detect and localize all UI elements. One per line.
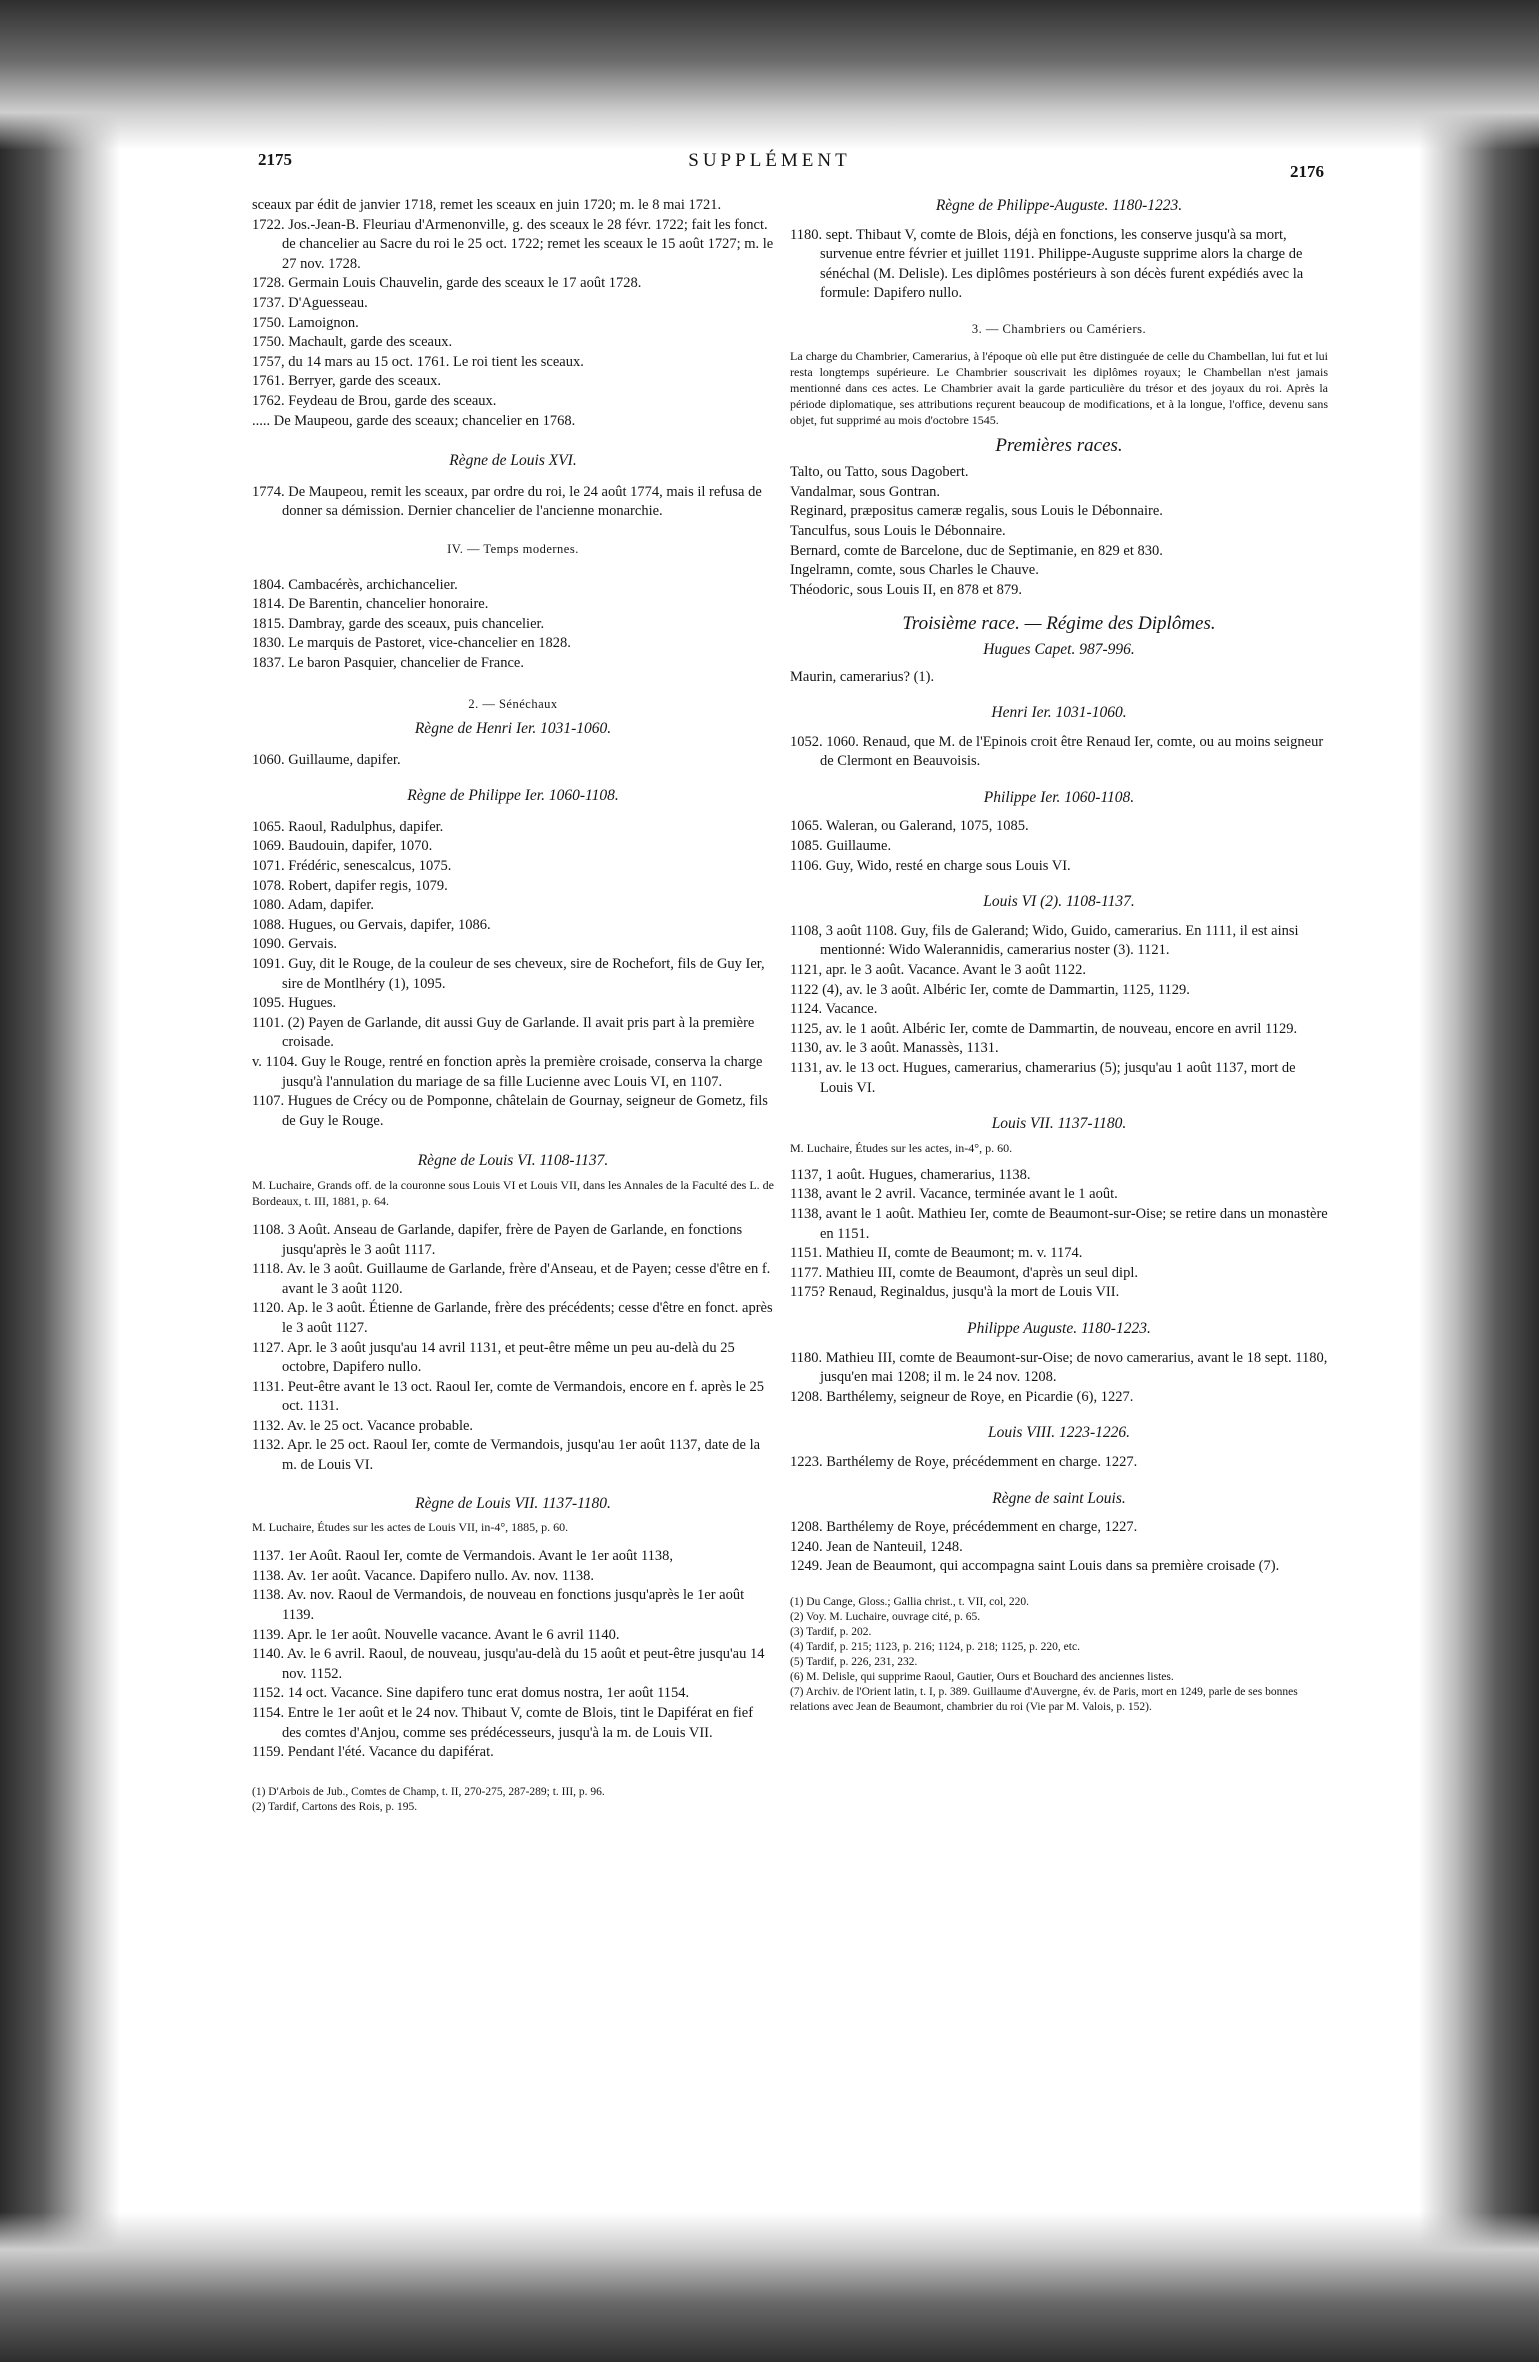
reign-heading-louis-vii: Règne de Louis VII. 1137-1180.	[415, 1494, 611, 1512]
reign-heading-louis-viii: Louis VIII. 1223-1226.	[987, 1424, 1131, 1442]
entry: 1069. Baudouin, dapifer, 1070.	[252, 838, 433, 855]
entry: 1138, avant le 2 avril. Vacance, terminée avant le 1 août.	[790, 1186, 1118, 1203]
reign-heading-henri-i: Règne de Henri Ier. 1031-1060.	[414, 720, 612, 738]
entry: 1240. Jean de Nanteuil, 1248.	[790, 1538, 963, 1555]
scan-edge-left	[0, 0, 120, 2362]
entry: 1151. Mathieu II, comte de Beaumont; m. v. 1174.	[790, 1245, 1083, 1262]
entry: Vandalmar, sous Gontran.	[790, 483, 941, 500]
entry: v. 1104. Guy le Rouge, rentré en fonction après la première croisade, conserva la charge jusqu'à l'annulation du mariage de sa fille Lucienne avec Louis VI, en 1107.	[252, 1053, 763, 1090]
entry: 1108, 3 août 1108. Guy, fils de Galerand; Wido, Guido, camerarius. En 1111, il est ainsi mentionné: Wido Walerannidis, camerarius noster (3). 1121.	[790, 922, 1299, 959]
section-heading-chambriers: 3. — Chambriers ou Camériers.	[971, 321, 1147, 336]
entry: Reginard, præpositus cameræ regalis, sous Louis le Débonnaire.	[790, 503, 1163, 520]
footnote: (6) M. Delisle, qui supprime Raoul, Gautier, Ours et Bouchard des anciennes listes.	[790, 1670, 1174, 1683]
running-head-title: SUPPLÉMENT	[688, 150, 851, 171]
entry: 1106. Guy, Wido, resté en charge sous Louis VI.	[790, 857, 1071, 874]
entry: 1177. Mathieu III, comte de Beaumont, d'après un seul dipl.	[790, 1264, 1138, 1281]
entry: 1118. Av. le 3 août. Guillaume de Garlande, frère d'Anseau, et de Payen; cesse d'être en f. avant le 3 août 1120.	[252, 1261, 771, 1297]
entry: 1804. Cambacérès, archichancelier.	[252, 576, 458, 593]
entry: 1132. Apr. le 25 oct. Raoul Ier, comte de Vermandois, jusqu'au 1er août 1137, date de la m. de Louis VI.	[252, 1437, 761, 1474]
entry: 1814. De Barentin, chancelier honoraire.	[252, 596, 489, 613]
entry: 1121, apr. le 3 août. Vacance. Avant le 3 août 1122.	[790, 962, 1086, 979]
entry: 1091. Guy, dit le Rouge, de la couleur de ses cheveux, sire de Rochefort, fils de Guy Ier, sire de Montlhéry (1), 1095.	[252, 956, 765, 992]
entry: 1131, av. le 13 oct. Hugues, camerarius, chamerarius (5); jusqu'au 1 août 1137, mort de Louis VI.	[790, 1060, 1296, 1096]
entry: Ingelramn, comte, sous Charles le Chauve.	[790, 562, 1039, 579]
entry: 1837. Le baron Pasquier, chancelier de France.	[252, 654, 524, 671]
right-page-number: 2176	[1290, 162, 1324, 181]
reign-heading-saint-louis: Règne de saint Louis.	[992, 1489, 1126, 1507]
entry: 1138. Av. nov. Raoul de Vermandois, de nouveau en fonctions jusqu'après le 1er août 1139.	[252, 1587, 745, 1624]
entry: Talto, ou Tatto, sous Dagobert.	[790, 464, 969, 481]
entry: 1090. Gervais.	[252, 936, 337, 953]
entry: 1065. Raoul, Radulphus, dapifer.	[252, 818, 444, 835]
section-note: La charge du Chambrier, Camerarius, à l'époque où elle put être distinguée de celle du Chambellan, lui fut et lui resta longtemps supérieure. Le Chambrier souscrivait les diplômes royaux; le Chambellan n'est jamais mentionné dans ces actes. Le Chambrier avait la garde particulière du trésor et des joyaux du roi. Après la période diplomatique, ses attributions reçurent beaucoup de modifications, et à la longue, l'office, devenu sans objet, fut supprimé au mois d'octobre 1545.	[790, 348, 1328, 427]
reign-heading-louis-vi: Règne de Louis VI. 1108-1137.	[417, 1152, 609, 1170]
reign-heading-philippe-auguste: Philippe Auguste. 1180-1223.	[967, 1319, 1151, 1337]
entry: 1208. Barthélemy, seigneur de Roye, en Picardie (6), 1227.	[790, 1388, 1134, 1405]
footnote: (5) Tardif, p. 226, 231, 232.	[790, 1655, 918, 1668]
entry: 1071. Frédéric, senescalcus, 1075.	[252, 858, 452, 875]
entry: 1815. Dambray, garde des sceaux, puis chancelier.	[252, 615, 545, 632]
reign-heading-philippe-i: Règne de Philippe Ier. 1060-1108.	[407, 787, 619, 805]
section-heading-troisieme-race: Troisième race. — Régime des Diplômes.	[902, 613, 1216, 635]
reign-heading-hugues-capet: Hugues Capet. 987-996.	[983, 640, 1135, 658]
entry: 1085. Guillaume.	[790, 838, 892, 855]
reign-heading-philippe-auguste: Règne de Philippe-Auguste. 1180-1223.	[935, 197, 1183, 214]
entry: 1737. D'Aguesseau.	[252, 294, 368, 311]
entry: 1139. Apr. le 1er août. Nouvelle vacance. Avant le 6 avril 1140.	[252, 1626, 620, 1643]
entry: 1154. Entre le 1er août et le 24 nov. Thibaut V, comte de Blois, tint le Dapiférat en fief des comtes d'Anjou, comme ses prédécesseurs, jusqu'à la m. de Louis VII.	[252, 1705, 754, 1741]
source-note: M. Luchaire, Grands off. de la couronne sous Louis VI et Louis VII, dans les Annales de la Faculté des L. de Bordeaux, t. III, 1881, p. 64.	[252, 1177, 774, 1208]
entry: 1830. Le marquis de Pastoret, vice-chancelier en 1828.	[252, 635, 571, 652]
section-heading-premieres-races: Premières races.	[995, 434, 1123, 456]
entry: Théodoric, sous Louis II, en 878 et 879.	[790, 581, 1022, 598]
entry: 1152. 14 oct. Vacance. Sine dapifero tunc erat domus nostra, 1er août 1154.	[252, 1685, 690, 1702]
entry: 1137. 1er Août. Raoul Ier, comte de Vermandois. Avant le 1er août 1138,	[252, 1548, 674, 1565]
source-note: M. Luchaire, Études sur les actes de Louis VII, in-4°, 1885, p. 60.	[252, 1520, 569, 1535]
reign-heading-henri-i: Henri Ier. 1031-1060.	[991, 704, 1127, 722]
entry: 1249. Jean de Beaumont, qui accompagna saint Louis dans sa première croisade (7).	[790, 1558, 1280, 1575]
entry: Maurin, camerarius? (1).	[790, 668, 935, 685]
footnote: (2) Tardif, Cartons des Rois, p. 195.	[252, 1800, 418, 1813]
entry: 1138. Av. 1er août. Vacance. Dapifero nullo. Av. nov. 1138.	[252, 1567, 595, 1584]
left-column	[252, 196, 774, 1815]
source-note: M. Luchaire, Études sur les actes, in-4°, p. 60.	[790, 1140, 1013, 1155]
entry: 1757, du 14 mars au 15 oct. 1761. Le roi tient les sceaux.	[252, 353, 584, 370]
entry: 1088. Hugues, ou Gervais, dapifer, 1086.	[252, 916, 491, 933]
footnote: (1) D'Arbois de Jub., Comtes de Champ, t. II, 270-275, 287-289; t. III, p. 96.	[252, 1785, 605, 1798]
entry: 1060. Guillaume, dapifer.	[252, 751, 401, 768]
entry: 1761. Berryer, garde des sceaux.	[252, 373, 442, 390]
entry: 1175? Renaud, Reginaldus, jusqu'à la mort de Louis VII.	[790, 1284, 1120, 1301]
section-heading-temps-modernes: IV. — Temps modernes.	[447, 541, 579, 556]
entry: 1122 (4), av. le 3 août. Albéric Ier, comte de Dammartin, 1125, 1129.	[790, 981, 1190, 998]
entry: 1131. Peut-être avant le 13 oct. Raoul Ier, comte de Vermandois, encore en f. après le 25 oct. 1131.	[252, 1378, 764, 1415]
entry: 1065. Waleran, ou Galerand, 1075, 1085.	[790, 818, 1029, 835]
entry: 1107. Hugues de Crécy ou de Pomponne, châtelain de Gournay, seigneur de Gometz, fils de Guy le Rouge.	[252, 1093, 768, 1129]
entry: Tanculfus, sous Louis le Débonnaire.	[790, 522, 1006, 539]
entry: sceaux par édit de janvier 1718, remet les sceaux en juin 1720; m. le 8 mai 1721.	[252, 197, 722, 213]
scan-edge-right	[1419, 0, 1539, 2362]
entry: 1180. sept. Thibaut V, comte de Blois, déjà en fonctions, les conserve jusqu'à sa mort, survenue entre février et juillet 1191. Philippe-Auguste supprime alors la charge de sénéchal (M. Delisle). Les diplômes postérieurs à son décès furent expédiés avec la formule: Dapifero nullo.	[790, 226, 1304, 302]
left-page-number: 2175	[258, 150, 292, 169]
reign-heading-philippe-i: Philippe Ier. 1060-1108.	[983, 788, 1135, 806]
reign-heading-louis-vii: Louis VII. 1137-1180.	[991, 1115, 1127, 1133]
entry: 1124. Vacance.	[790, 1001, 878, 1018]
entry: 1774. De Maupeou, remit les sceaux, par ordre du roi, le 24 août 1774, mais il refusa de donner sa démission. Dernier chancelier de l'ancienne monarchie.	[252, 483, 762, 520]
entry: 1127. Apr. le 3 août jusqu'au 14 avril 1131, et peut-être même un peu au-delà du 25 octobre, Dapifero nullo.	[252, 1339, 735, 1376]
entry: 1080. Adam, dapifer.	[252, 897, 375, 914]
right-column	[790, 196, 1328, 1715]
entry: 1140. Av. le 6 avril. Raoul, de nouveau, jusqu'au-delà du 15 août et peut-être jusqu'au 14 nov. 1152.	[252, 1646, 765, 1682]
scan-edge-top	[0, 0, 1539, 150]
entry: 1101. (2) Payen de Garlande, dit aussi Guy de Garlande. Il avait pris part à la première croisade.	[252, 1014, 755, 1051]
entry: 1130, av. le 3 août. Manassès, 1131.	[790, 1040, 999, 1057]
entry: 1132. Av. le 25 oct. Vacance probable.	[252, 1417, 474, 1434]
entry: Bernard, comte de Barcelone, duc de Septimanie, en 829 et 830.	[790, 542, 1163, 559]
footnote: (2) Voy. M. Luchaire, ouvrage cité, p. 65.	[790, 1610, 981, 1623]
chanceliers-continued	[252, 196, 774, 431]
section-heading-louis-xvi: Règne de Louis XVI.	[449, 452, 577, 470]
entry: 1762. Feydeau de Brou, garde des sceaux.	[252, 392, 497, 409]
entry: ..... De Maupeou, garde des sceaux; chancelier en 1768.	[252, 412, 576, 429]
footnote: (3) Tardif, p. 202.	[790, 1625, 872, 1638]
footnote: (7) Archiv. de l'Orient latin, t. I, p. 389. Guillaume d'Auvergne, év. de Paris, mort en 1249, parle de ses bonnes relations avec Jean de Beaumont, chambrier du roi (Vie par M. Valois, p. 152).	[790, 1685, 1298, 1713]
entry: 1078. Robert, dapifer regis, 1079.	[252, 877, 448, 894]
entry: 1137, 1 août. Hugues, chamerarius, 1138.	[790, 1166, 1031, 1183]
entry: 1159. Pendant l'été. Vacance du dapiférat.	[252, 1744, 494, 1761]
entry: 1208. Barthélemy de Roye, précédemment en charge, 1227.	[790, 1519, 1138, 1536]
reign-heading-louis-vi: Louis VI (2). 1108-1137.	[983, 893, 1135, 911]
entry: 1722. Jos.-Jean-B. Fleuriau d'Armenonville, g. des sceaux le 28 févr. 1722; fait les fonct. de chancelier au Sacre du roi le 25 oct. 1722; remet les sceaux le 15 août 1727; m. le 27 nov. 1728.	[252, 216, 774, 272]
entry: 1095. Hugues.	[252, 995, 337, 1012]
footnote: (4) Tardif, p. 215; 1123, p. 216; 1124, p. 218; 1125, p. 220, etc.	[790, 1640, 1080, 1653]
entry: 1728. Germain Louis Chauvelin, garde des sceaux le 17 août 1728.	[252, 275, 642, 292]
entry: 1223. Barthélemy de Roye, précédemment en charge. 1227.	[790, 1453, 1138, 1470]
entry: 1108. 3 Août. Anseau de Garlande, dapifer, frère de Payen de Garlande, en fonctions jusqu'après le 3 août 1117.	[252, 1221, 743, 1258]
entry: 1052. 1060. Renaud, que M. de l'Epinois croit être Renaud Ier, comte, ou au moins seigneur de Clermont en Beauvoisis.	[790, 733, 1324, 770]
entry: 1125, av. le 1 août. Albéric Ier, comte de Dammartin, de nouveau, encore en avril 1129.	[790, 1020, 1298, 1037]
entry: 1180. Mathieu III, comte de Beaumont-sur-Oise; de novo camerarius, avant le 18 sept. 1180, jusqu'en mai 1208; il m. le 24 nov. 1208.	[790, 1349, 1328, 1386]
section-heading-senechaux: 2. — Sénéchaux	[468, 697, 558, 712]
footnote: (1) Du Cange, Gloss.; Gallia christ., t. VII, col, 220.	[790, 1595, 1030, 1608]
entry: 1750. Lamoignon.	[252, 314, 359, 331]
entry: 1138, avant le 1 août. Mathieu Ier, comte de Beaumont-sur-Oise; se retire dans un monastère en 1151.	[790, 1205, 1328, 1242]
scan-edge-bottom	[0, 2212, 1539, 2362]
entry: 1750. Machault, garde des sceaux.	[252, 334, 453, 351]
entry: 1120. Ap. le 3 août. Étienne de Garlande, frère des précédents; cesse d'être en fonct. après le 3 août 1127.	[252, 1300, 773, 1336]
